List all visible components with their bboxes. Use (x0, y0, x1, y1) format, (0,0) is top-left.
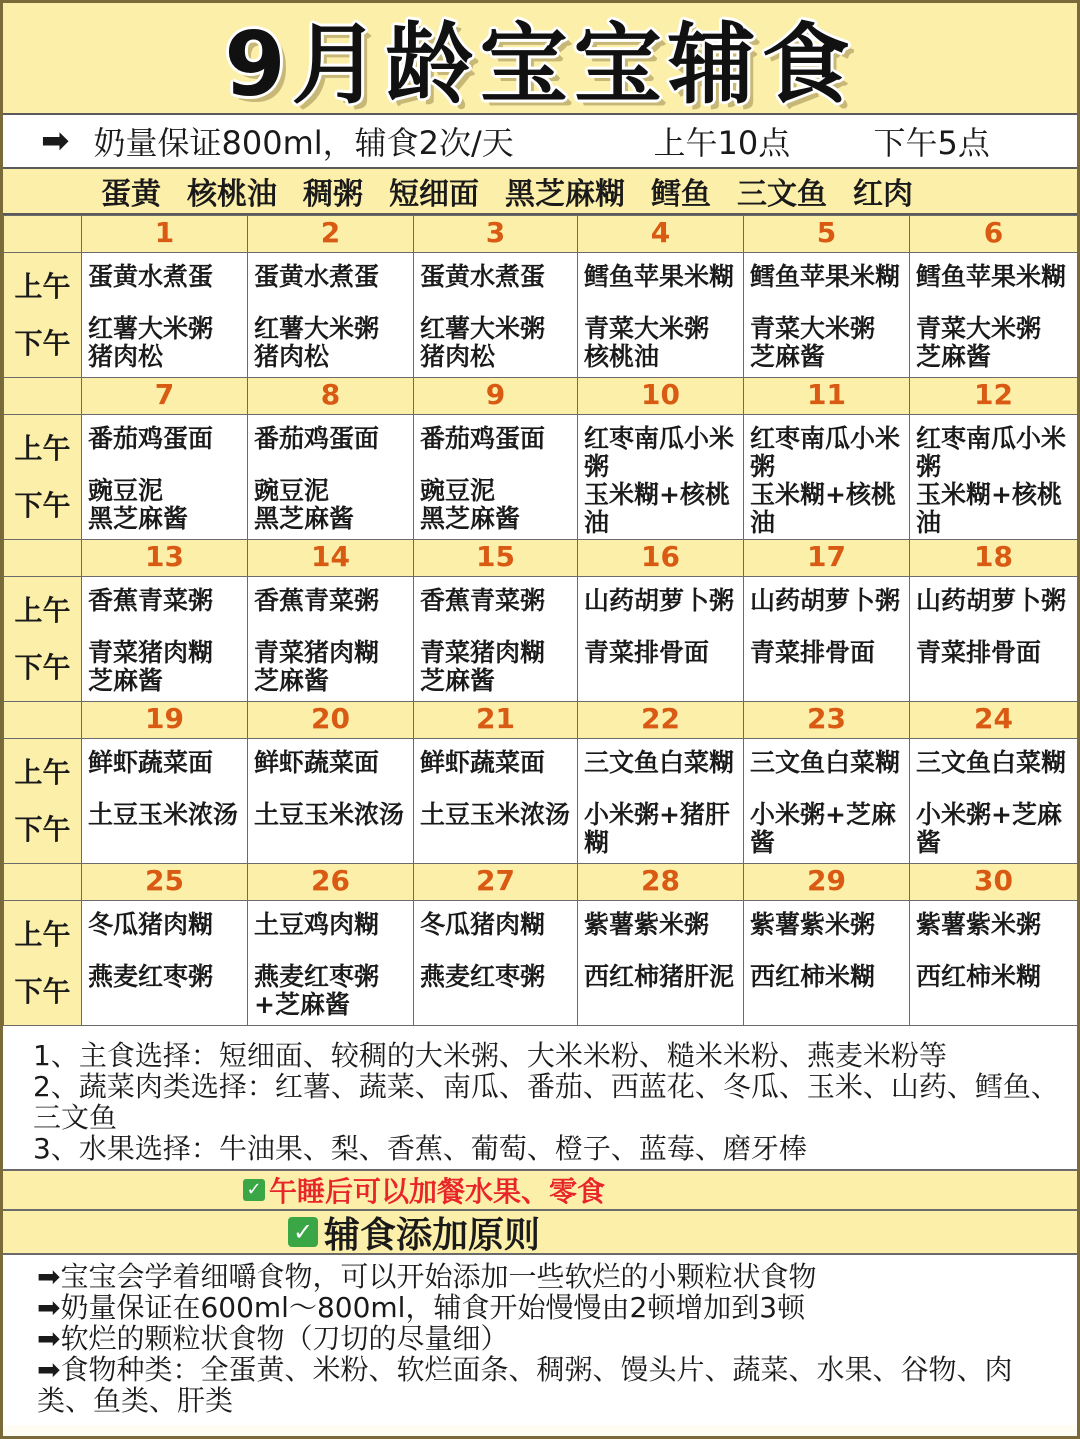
note-staple-foods: 1、主食选择：短细面、较稠的大米粥、大米米粉、糙米米粉、燕麦米粉等 (33, 1039, 947, 1072)
corner-cell (4, 540, 82, 577)
morning-meal: 香蕉青菜粥 (420, 586, 546, 615)
day-number: 14 (248, 540, 414, 577)
afternoon-meal: 土豆玉米浓汤 (254, 800, 405, 829)
info-row (3, 115, 1077, 169)
morning-meal: 紫薯紫米粥 (750, 910, 876, 939)
afternoon-meal: 小米粥+芝麻酱 (750, 800, 896, 857)
day-number: 30 (910, 864, 1078, 901)
morning-meal: 鲜虾蔬菜面 (420, 748, 546, 777)
day-number: 12 (910, 378, 1078, 415)
afternoon-meal: 燕麦红枣粥 (420, 962, 546, 991)
day-number: 25 (82, 864, 248, 901)
day-number: 5 (744, 216, 910, 253)
morning-meal: 鲜虾蔬菜面 (254, 748, 380, 777)
day-meal-cell (248, 415, 414, 540)
morning-meal: 鳕鱼苹果米糊 (750, 262, 901, 291)
day-number: 13 (82, 540, 248, 577)
day-number: 24 (910, 702, 1078, 739)
title-bar (3, 3, 1077, 115)
morning-meal: 蛋黄水煮蛋 (254, 262, 380, 291)
food-item: 鳕鱼 (651, 177, 711, 212)
morning-meal: 鳕鱼苹果米糊 (916, 262, 1067, 291)
day-meal-cell (414, 577, 578, 702)
time-label-cell (4, 739, 82, 864)
morning-meal: 番茄鸡蛋面 (254, 424, 380, 453)
afternoon-meal: 西红柿猪肝泥 (584, 962, 735, 991)
day-number-row (4, 216, 1078, 253)
day-meal-cell (414, 415, 578, 540)
morning-meal: 红枣南瓜小米粥 (584, 424, 735, 481)
day-number: 17 (744, 540, 910, 577)
afternoon-meal: 土豆玉米浓汤 (88, 800, 239, 829)
corner-cell (4, 702, 82, 739)
day-meal-cell (744, 901, 910, 1026)
meal-row (4, 901, 1078, 1026)
day-meal-cell (82, 901, 248, 1026)
day-number: 6 (910, 216, 1078, 253)
morning-label: 上午 (14, 594, 71, 627)
afternoon-meal: 玉米糊+核桃油 (584, 480, 730, 537)
afternoon-meal: 青菜大米粥 芝麻酱 (750, 314, 876, 371)
day-number: 10 (578, 378, 744, 415)
afternoon-meal: 西红柿米糊 (750, 962, 876, 991)
day-meal-cell (248, 739, 414, 864)
afternoon-meal: 豌豆泥 黑芝麻酱 (420, 476, 521, 533)
checkmark-icon: ✓ (243, 1179, 265, 1201)
morning-meal: 香蕉青菜粥 (88, 586, 214, 615)
day-number-row (4, 702, 1078, 739)
day-meal-cell (910, 415, 1078, 540)
day-meal-cell (248, 577, 414, 702)
afternoon-meal: 红薯大米粥 猪肉松 (88, 314, 214, 371)
afternoon-meal: 豌豆泥 黑芝麻酱 (254, 476, 355, 533)
day-meal-cell (414, 739, 578, 864)
day-number-row (4, 540, 1078, 577)
morning-meal: 三文鱼白菜糊 (750, 748, 901, 777)
nap-snack-row (3, 1171, 1077, 1211)
day-number: 15 (414, 540, 578, 577)
corner-cell (4, 864, 82, 901)
time-label-cell (4, 253, 82, 378)
afternoon-meal: 燕麦红枣粥 (88, 962, 214, 991)
day-number: 9 (414, 378, 578, 415)
principles-title: 辅食添加原则 (324, 1214, 541, 1256)
afternoon-meal: 青菜大米粥 芝麻酱 (916, 314, 1042, 371)
afternoon-meal: 青菜排骨面 (750, 638, 876, 667)
principle-item: ➡奶量保证在600ml～800ml，辅食开始慢慢由2顿增加到3顿 (37, 1291, 806, 1324)
meal-row (4, 577, 1078, 702)
morning-meal: 香蕉青菜粥 (254, 586, 380, 615)
day-meal-cell (910, 253, 1078, 378)
food-item: 核桃油 (187, 177, 277, 212)
food-item: 红肉 (853, 177, 913, 212)
morning-meal: 山药胡萝卜粥 (750, 586, 901, 615)
arrow-right-icon: ➡ (41, 121, 70, 161)
morning-meal: 山药胡萝卜粥 (584, 586, 735, 615)
food-item: 黑芝麻糊 (505, 177, 625, 212)
day-meal-cell (578, 253, 744, 378)
day-meal-cell (82, 577, 248, 702)
afternoon-meal: 玉米糊+核桃油 (750, 480, 896, 537)
day-number: 7 (82, 378, 248, 415)
day-meal-cell (578, 901, 744, 1026)
afternoon-time-text: 下午5点 (873, 124, 990, 162)
day-meal-cell (744, 577, 910, 702)
morning-meal: 红枣南瓜小米粥 (916, 424, 1067, 481)
morning-time-text: 上午10点 (653, 124, 791, 162)
afternoon-meal: 青菜猪肉糊 芝麻酱 (254, 638, 380, 695)
nap-snack-text: 午睡后可以加餐水果、零食 (269, 1175, 606, 1208)
morning-meal: 蛋黄水煮蛋 (420, 262, 546, 291)
afternoon-meal: 玉米糊+核桃油 (916, 480, 1062, 537)
principle-item: ➡宝宝会学着细嚼食物，可以开始添加一些软烂的小颗粒状食物 (37, 1260, 817, 1293)
corner-cell (4, 378, 82, 415)
meal-row (4, 415, 1078, 540)
day-meal-cell (248, 901, 414, 1026)
time-label-cell (4, 901, 82, 1026)
note-fruits: 3、水果选择：牛油果、梨、香蕉、葡萄、橙子、蓝莓、磨牙棒 (33, 1132, 807, 1165)
day-number: 19 (82, 702, 248, 739)
day-meal-cell (414, 901, 578, 1026)
day-meal-cell (248, 253, 414, 378)
milk-amount-text: 奶量保证800ml，辅食2次/天 (93, 124, 514, 162)
afternoon-label: 下午 (14, 327, 71, 360)
day-number: 27 (414, 864, 578, 901)
morning-meal: 鲜虾蔬菜面 (88, 748, 214, 777)
day-number: 3 (414, 216, 578, 253)
afternoon-label: 下午 (14, 651, 71, 684)
afternoon-meal: 青菜猪肉糊 芝麻酱 (88, 638, 214, 695)
afternoon-meal: 西红柿米糊 (916, 962, 1042, 991)
morning-meal: 紫薯紫米粥 (916, 910, 1042, 939)
morning-meal: 三文鱼白菜糊 (584, 748, 735, 777)
afternoon-label: 下午 (14, 813, 71, 846)
day-meal-cell (82, 253, 248, 378)
day-meal-cell (744, 253, 910, 378)
afternoon-label: 下午 (14, 975, 71, 1008)
meal-row (4, 253, 1078, 378)
day-meal-cell (82, 739, 248, 864)
day-number: 23 (744, 702, 910, 739)
principles-list (3, 1255, 1077, 1425)
morning-meal: 番茄鸡蛋面 (88, 424, 214, 453)
day-number-row (4, 378, 1078, 415)
meal-calendar (3, 215, 1078, 1026)
day-number: 4 (578, 216, 744, 253)
afternoon-meal: 红薯大米粥 猪肉松 (254, 314, 380, 371)
morning-label: 上午 (14, 270, 71, 303)
morning-meal: 山药胡萝卜粥 (916, 586, 1067, 615)
note-vegetables-meat: 2、蔬菜肉类选择：红薯、蔬菜、南瓜、番茄、西蓝花、冬瓜、玉米、山药、鳕鱼、三文鱼 (33, 1070, 1059, 1134)
afternoon-meal: 青菜排骨面 (916, 638, 1042, 667)
day-number: 16 (578, 540, 744, 577)
day-meal-cell (578, 739, 744, 864)
principle-item: ➡软烂的颗粒状食物（刀切的尽量细） (37, 1322, 509, 1355)
afternoon-meal: 土豆玉米浓汤 (420, 800, 571, 829)
morning-meal: 土豆鸡肉糊 (254, 910, 380, 939)
page-title: 9月龄宝宝辅食 (224, 13, 856, 116)
food-item: 蛋黄 (101, 177, 161, 212)
food-choices-notes (3, 1026, 1077, 1171)
day-meal-cell (578, 415, 744, 540)
day-number: 26 (248, 864, 414, 901)
morning-meal: 冬瓜猪肉糊 (88, 910, 214, 939)
morning-meal: 鳕鱼苹果米糊 (584, 262, 735, 291)
morning-label: 上午 (14, 756, 71, 789)
afternoon-meal: 青菜排骨面 (584, 638, 710, 667)
principles-header (3, 1211, 1077, 1255)
day-number: 8 (248, 378, 414, 415)
day-meal-cell (578, 577, 744, 702)
food-item: 短细面 (389, 177, 479, 212)
afternoon-meal: 小米粥+芝麻酱 (916, 800, 1062, 857)
afternoon-meal: 豌豆泥 黑芝麻酱 (88, 476, 189, 533)
day-meal-cell (910, 577, 1078, 702)
day-meal-cell (414, 253, 578, 378)
day-meal-cell (82, 415, 248, 540)
day-number: 21 (414, 702, 578, 739)
morning-meal: 冬瓜猪肉糊 (420, 910, 546, 939)
afternoon-meal: 燕麦红枣粥+芝麻酱 (254, 962, 380, 1019)
day-meal-cell (744, 739, 910, 864)
day-meal-cell (744, 415, 910, 540)
day-number: 18 (910, 540, 1078, 577)
afternoon-meal: 青菜大米粥 核桃油 (584, 314, 710, 371)
morning-label: 上午 (14, 432, 71, 465)
morning-meal: 蛋黄水煮蛋 (88, 262, 214, 291)
day-number: 20 (248, 702, 414, 739)
corner-cell (4, 216, 82, 253)
day-number: 28 (578, 864, 744, 901)
afternoon-meal: 小米粥+猪肝糊 (584, 800, 730, 857)
day-number: 22 (578, 702, 744, 739)
new-foods-row (3, 169, 1077, 215)
time-label-cell (4, 415, 82, 540)
checkmark-icon: ✓ (288, 1217, 318, 1247)
time-label-cell (4, 577, 82, 702)
morning-meal: 紫薯紫米粥 (584, 910, 710, 939)
day-number: 1 (82, 216, 248, 253)
day-number-row (4, 864, 1078, 901)
food-item: 稠粥 (303, 177, 363, 212)
morning-meal: 红枣南瓜小米粥 (750, 424, 901, 481)
day-number: 2 (248, 216, 414, 253)
morning-meal: 三文鱼白菜糊 (916, 748, 1067, 777)
afternoon-meal: 青菜猪肉糊 芝麻酱 (420, 638, 546, 695)
day-meal-cell (910, 739, 1078, 864)
day-meal-cell (910, 901, 1078, 1026)
principle-item: ➡食物种类：全蛋黄、米粉、软烂面条、稠粥、馒头片、蔬菜、水果、谷物、肉类、鱼类、肝类 (37, 1353, 1013, 1417)
day-number: 29 (744, 864, 910, 901)
day-number: 11 (744, 378, 910, 415)
afternoon-meal: 红薯大米粥 猪肉松 (420, 314, 546, 371)
food-item: 三文鱼 (737, 177, 827, 212)
morning-meal: 番茄鸡蛋面 (420, 424, 546, 453)
meal-row (4, 739, 1078, 864)
afternoon-label: 下午 (14, 489, 71, 522)
morning-label: 上午 (14, 918, 71, 951)
